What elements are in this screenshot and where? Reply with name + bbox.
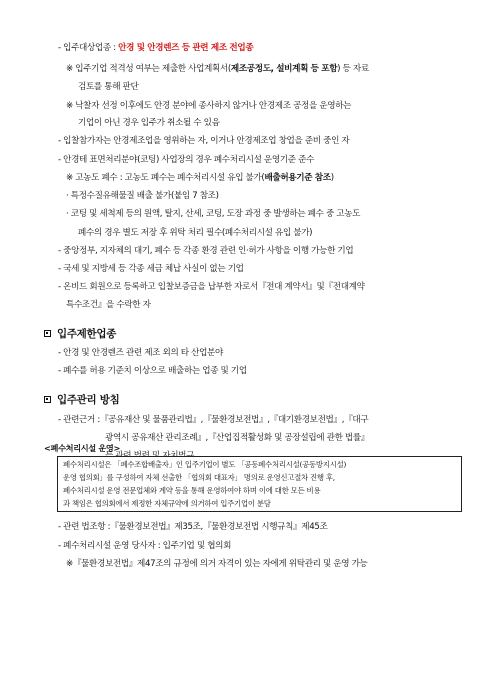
bullet-line: - 국세 및 지방세 등 각종 세금 체납 사실이 없는 기업 (58, 264, 244, 274)
note-text: ※ 고농도 폐수 : 고농도 폐수는 폐수처리시설 유입 불가( (66, 173, 265, 183)
square-bullet-icon (44, 396, 51, 403)
heading-text: 입주제한업종 (57, 328, 117, 340)
wastewater-operation-heading: <폐수처리시설 운영> (44, 443, 120, 453)
section-heading-restricted (44, 326, 116, 341)
text-line: 검토를 통해 판단 (78, 82, 139, 92)
bullet-line: - 온비드 회원으로 등록하고 입찰보증금을 납부한 자로서『전대 계약서』및『전대계약 (58, 282, 365, 292)
heading-text: 입주관리 방침 (57, 394, 120, 406)
note-bold: 배출허용기준 참조 (264, 173, 331, 183)
square-bullet-icon (44, 330, 51, 337)
bullet-line: - 폐수처리시설 운영 당사자 : 입주기업 및 협의회 (58, 541, 232, 551)
note-line (66, 172, 334, 184)
note-suffix: ) 등 자료 (337, 64, 369, 74)
wastewater-info-box (57, 456, 462, 512)
line-prefix: - 입주대상업종 : (58, 43, 119, 53)
bullet-line: - 폐수를 허용 기준치 이상으로 배출하는 업종 및 기업 (58, 366, 247, 376)
bullet-line: - 중앙정부, 지자체의 대기, 폐수 등 각종 환경 관련 인·허가 사항을 이행 가능한 기업 (58, 246, 354, 256)
sub-bullet-line: · 코팅 및 세척제 등의 원액, 탈지, 산세, 코팅, 도장 과정 중 발생하는 폐수 중 고농도 (66, 209, 361, 219)
note-line: ※ 낙찰자 선정 이후에도 안경 분야에 종사하지 않거나 안경제조 공정을 운영하는 (66, 101, 352, 111)
section-heading-management (44, 392, 119, 407)
bullet-line: - 안경테 표면처리분야(코팅) 사업장의 경우 폐수처리시설 운영기준 준수 (58, 155, 315, 165)
note-text: ※ 입주기업 적격성 여부는 제출한 사업계획서( (66, 64, 231, 74)
text-line: 기업이 아닌 경우 입주가 취소될 수 있음 (78, 118, 220, 128)
bullet-line: - 관련 법조항 :『물환경보전법』제35조,『물환경보전법 시행규칙』제45조 (58, 522, 328, 532)
note-bold: 제조공정도, 설비계획 등 포함 (230, 64, 338, 74)
box-line: 폐수처리시설 운영 전문업체와 계약 등을 통해 운영하여야 하며 이에 대한 모든 비용 (63, 486, 321, 495)
text-line: 폐수의 경우 별도 저장 후 위탁 처리 필수(폐수처리시설 유입 불가) (78, 228, 313, 238)
text-line: 광역시 공유재산 관리조례』,『산업집적활성화 및 공장설립에 관한 법률』 (105, 433, 370, 443)
box-line: 폐수처리시설은 「폐수조합배출자」인 입주기업이 별도 「공동폐수처리시설(공동방지시설) (63, 460, 347, 469)
note-line: ※『물환경보전법』제47조의 규정에 의거 자격이 있는 자에게 위탁관리 및 운영 가능 (66, 559, 368, 569)
bullet-line: - 입찰참가자는 안경제조업을 영위하는 자, 이거나 안경제조업 창업을 준비 중인 자 (58, 136, 350, 146)
bullet-line: - 관련근거 :『공유재산 및 물품관리법』,『물환경보전법』,『대기환경보전법』,『대구 (58, 415, 369, 425)
box-line: 운영 협의회」를 구성하여 자체 선출한 「협의회 대표자」 명의로 운영신고절차 진행 후, (63, 473, 335, 482)
text-line: 특수조건』을 수락한 자 (66, 300, 151, 310)
highlight-industries: 안경 및 안경렌즈 등 관련 제조 전업종 (118, 43, 254, 53)
box-line: 과 책임은 협의회에서 제정한 자체규약에 의거하여 입주기업이 분담 (63, 499, 271, 508)
sub-bullet-line: · 특정수질유해물질 배출 불가(붙임 7 참조) (66, 191, 219, 201)
bullet-line: - 안경 및 안경렌즈 관련 제조 외의 타 산업분야 (58, 348, 223, 358)
note-suffix: ) (330, 173, 334, 183)
note-line (66, 63, 369, 75)
eligible-industries-line (58, 42, 253, 54)
